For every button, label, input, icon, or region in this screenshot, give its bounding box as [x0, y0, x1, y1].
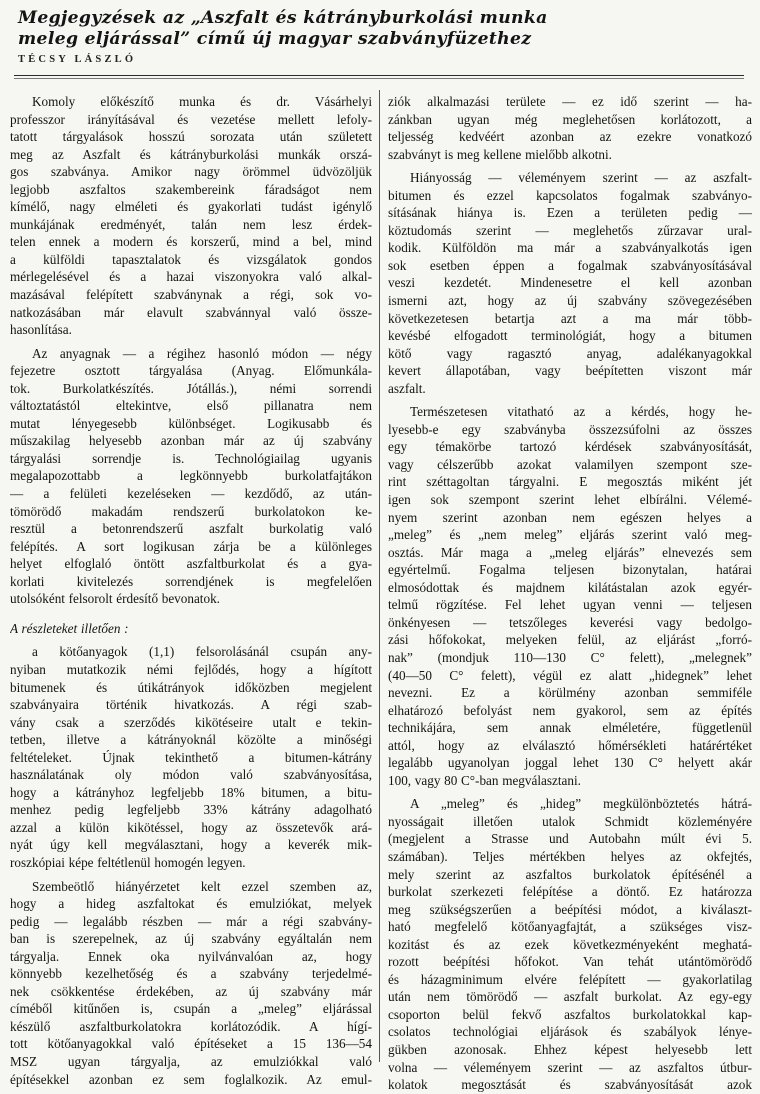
body-text-line: könnyebb kezelhetőség és a szabvány terjedelmé-	[10, 966, 372, 982]
body-text-line: roszkópiai képe feltétlenül homogén legyen.	[10, 854, 246, 870]
body-text-line: meg az Aszfalt és kátrányburkolási munkák orszá-	[10, 146, 372, 162]
body-text-line: tott kötőanyagokkal való építéseket a 15 136—54	[10, 1036, 372, 1052]
body-text-line: kevésbé elfogadott terminológiát, hogy a bitumen	[388, 328, 752, 344]
body-text-line: felépítés. A sort logikusan zárja be a különleges	[10, 538, 372, 554]
body-text-line: megalapozottabb a legkönnyebb burkolatfajtákon	[10, 468, 372, 484]
body-text-line: műszakilag helyesebb azonban már az új szabvány	[10, 433, 372, 449]
body-text-line: címéből kitűnően is, csupán a „meleg” eljárással	[10, 1001, 372, 1017]
right-text-column	[388, 93, 752, 1094]
body-text-line: nyát úgy kell megválasztani, hogy a keverék mik-	[10, 837, 372, 853]
body-text-line: osztás. Már maga a „meleg eljárás” elnevezés sem	[388, 544, 752, 560]
body-text-line: professzor irányításával és vezetése mellett lefoly-	[10, 111, 372, 127]
body-text-line: ziók alkalmazási területe — ez idő szerint — ha-	[388, 94, 752, 109]
article-title	[18, 8, 748, 50]
body-text-line: bitumenek és útikátrányok időközben megjelent	[10, 679, 372, 695]
body-text-line: önkényesen — tetszőleges keverési vagy bedolgo-	[388, 614, 752, 630]
body-text-line: rint széttagoltan tárgyalni. E megosztás miként jét	[388, 474, 752, 490]
header-rule-thin	[14, 78, 744, 79]
body-text-line: változtatástól eltekintve, első pillanatra nem	[10, 398, 372, 414]
body-text-line: volna — véleményem szerint — az aszfaltos útbur-	[388, 1059, 752, 1075]
body-text-line: kolatok megosztását és szabványosítását azok	[388, 1077, 752, 1093]
body-text-line: elhatározó befolyást nem gyakorol, sem az építés	[388, 702, 752, 718]
body-text-line: sításának hiánya is. Ezen a területen pedig —	[388, 205, 752, 221]
body-text-line: nek csökkentése érdekében, az új szabvány már	[10, 983, 372, 999]
body-text-line: hogy a hideg aszfaltokat és emulziókat, melyek	[10, 896, 372, 912]
body-text-line: a külföldi tapasztalatok és vizsgálatok gondos	[10, 251, 372, 267]
body-text-line: után nem tömörödő — aszfalt burkolat. Az egy-egy	[388, 989, 752, 1005]
body-text-line: Szembeötlő hiányérzetet kelt ezzel szemben az,	[32, 878, 372, 894]
body-text-line: kozitást és az ezek következményeként meghatá-	[388, 936, 752, 952]
body-text-line: mazásával felépített szabványnak a régi, sok vo-	[10, 287, 372, 303]
body-text-line: Komoly előkészítő munka és dr. Vásárhelyi	[32, 94, 372, 109]
section-subheading: A részleteket illetően :	[10, 620, 129, 636]
body-text-line: menhez pedig legfeljebb 33% kátrány adagolható	[10, 802, 372, 818]
body-text-line: vány csak a szerződés kikötéseire utalt e tekin-	[10, 714, 372, 730]
body-text-line: lyesebb-e egy szabványba összezsúfolni az összes	[388, 421, 752, 437]
column-divider	[379, 90, 380, 1062]
body-text-line: — a felületi kezeléseken — kezdődő, az után-	[10, 486, 372, 502]
body-text-line: kímélő, nagy elméleti és gyakorlati tudást igénylő	[10, 199, 372, 215]
body-text-line: kodik. Külföldön ma már a szabványalkotás igen	[388, 240, 752, 256]
body-text-line: Az anyagnak — a régihez hasonló módon — négy	[32, 345, 372, 361]
body-text-line: nevezni. Ez a körülmény azonban semmiféle	[388, 685, 752, 701]
body-text-line: gükben azonosak. Ehhez képest helyesebb lett	[388, 1041, 752, 1057]
body-text-line: rozott beépítési hőfokot. Van tehát utántömörödő	[388, 954, 752, 970]
body-text-line: vagy célszerűbb azokat valamilyen szempont sze-	[388, 456, 752, 472]
body-text-line: helyet elfoglaló öntött aszfaltburkolat és a gya-	[10, 556, 372, 572]
body-text-line: teljesség kedvéért azonban az ezekre vonatkozó	[388, 129, 752, 145]
article-title-line: meleg eljárással” című új magyar szabványfüzethez	[18, 29, 532, 49]
body-text-line: „meleg” és „nem meleg” eljárás szerint való meg-	[388, 527, 752, 543]
body-text-line: pedig — legalább részben — már a régi szabvány-	[10, 913, 372, 929]
body-text-line: ismerni azt, hogy az új szabvány szövegezésében	[388, 293, 752, 309]
body-text-line: ban is szerepelnek, az új szabvány egyáltalán nem	[10, 931, 372, 947]
body-text-line: és házagminimum elvére felépített — gyakorlatilag	[388, 971, 752, 987]
body-text-line: ható megfelelő kötőanyagfajtát, a szükséges visz-	[388, 919, 752, 935]
body-text-line: zási hőfokokat, melyeken felül, az eljárást „forró-	[388, 632, 752, 648]
body-text-line: (40—50 C° felett), végül ez alatt „hidegnek” lehet	[388, 667, 752, 683]
body-text-line: szabványt is meg kellene mielőbb alkotni.	[388, 146, 612, 162]
body-text-line: egyértelmű. Fogalma teljesen bizonytalan, határai	[388, 562, 752, 578]
body-text-line: mutat lényegesebb különbséget. Logikusabb és	[10, 415, 372, 431]
body-text-line: igen sok szempont szerint lehet elbírálni. Vélemé-	[388, 492, 752, 508]
body-text-line: technikájára, sem annak elméletére, függetlenül	[388, 720, 752, 736]
body-text-line: utolsóként felsorolt érdesítő bevonatok.	[10, 591, 220, 607]
body-text-line: használatának oly módon való szabványosítása,	[10, 767, 372, 783]
body-text-line: nyem szerint azonban nem egészen helyes a	[388, 509, 752, 525]
body-text-line: tömörödő makadám rendszerű burkolatokon ke-	[10, 503, 372, 519]
body-text-line: kötő vagy ragasztó anyag, adalékanyagokkal	[388, 345, 752, 361]
body-text-line: (megjelent a Strasse und Autobahn múlt évi 5.	[388, 831, 752, 847]
body-text-line: a kötőanyagok (1,1) felsorolásánál csupán any-	[32, 644, 372, 660]
body-text-line: elmosódottak és majdnem kilátástalan azok egyér-	[388, 579, 752, 595]
body-text-line: nyosságait illetően utalok Schmidt közleményére	[388, 813, 752, 829]
body-text-line: sok esetben éppen a fogalmak szabványosításával	[388, 257, 752, 273]
body-text-line: hogy a kátrányhoz legfeljebb 18% bitumen, a bitu-	[10, 784, 372, 800]
body-text-line: gos szabványa. Amikor nagy örömmel üdvözöljük	[10, 164, 372, 180]
body-text-line: azzal a külön kikötéssel, hogy az összetevők ará-	[10, 819, 372, 835]
body-text-line: csoporton belül fekvő aszfaltos burkolatokkal kap-	[388, 1006, 752, 1022]
body-text-line: bitumen és ezzel kapcsolatos fogalmak szabványo-	[388, 187, 752, 203]
body-text-line: A „meleg” és „hideg” megkülönböztetés hátrá-	[410, 796, 752, 812]
body-text-line: mérlegelésével és a hazai viszonyokra való alkal-	[10, 269, 372, 285]
body-text-line: egy témakörbe tartozó kérdések szabványosítását,	[388, 439, 752, 455]
body-text-line: legalább ugyanolyan joggal lehet 130 C° helyett akár	[388, 755, 752, 771]
body-text-line: munkájának eredményét, talán nem lesz érdek-	[10, 216, 372, 232]
body-text-line: zánkban ugyan még meglehetősen korlátozott, a	[388, 111, 752, 127]
body-text-line: burkolat szerkezeti felépítése a döntő. Ez határozza	[388, 884, 752, 900]
body-text-line: natkozásában már elavult szabvánnyal való össze-	[10, 304, 372, 320]
body-text-line: telmű rögzítése. Fel lehet ugyan venni — teljesen	[388, 597, 752, 613]
body-text-line: telen ennek a modern és korszerű, mind a bel, mind	[10, 234, 372, 250]
body-text-line: következetesen betartja azt a ma már több-	[388, 310, 752, 326]
body-text-line: nak” (mondjuk 110—130 C° felett), „melegnek”	[388, 649, 752, 665]
body-text-line: nyiban mutatkozik némi fejlődés, hogy a hígított	[10, 661, 372, 677]
body-text-line: szabványaira történik hivatkozás. A régi szab-	[10, 697, 372, 713]
body-text-line: tárgyalja. Ennek oka nyilvánvalóan az, hogy	[10, 948, 372, 964]
body-text-line: csolatos technológiai eljárások és szabályok lénye-	[388, 1024, 752, 1040]
header-rule	[14, 75, 744, 76]
body-text-line: tok. Burkolatkészítés. Jótállás.), némi sorrendi	[10, 380, 372, 396]
body-text-line: Hiányosság — véleményem szerint — az aszfalt-	[410, 170, 752, 186]
body-text-line: köztudomás szerint — meglehetős zűrzavar ural-	[388, 222, 752, 238]
body-text-line: 100, vagy 80 C°-ban megválasztani.	[388, 772, 581, 788]
body-text-line: meg szükségszerűen a beépítési módot, a kiválaszt-	[388, 901, 752, 917]
left-text-column	[10, 93, 372, 1088]
body-text-line: építésekkel azonban ez sem foglalkozik. Az emul-	[10, 1071, 372, 1087]
body-text-line: tárgyalási sorrendje is. Technológiailag ugyanis	[10, 450, 372, 466]
body-text-line: veszi kezdetét. Mindenesetre el kell azonban	[388, 275, 752, 291]
body-text-line: mely szerint az aszfaltos burkolatok építésénél a	[388, 866, 752, 882]
section-gap	[10, 608, 372, 620]
body-text-line: resztül a betonrendszerű aszfalt burkolatig való	[10, 521, 372, 537]
body-text-line: korlati kivitelezés sorrendjének is megfelelően	[10, 573, 372, 589]
body-text-line: MSZ ugyan tárgyalja, az emulziókkal való	[10, 1053, 372, 1069]
body-text-line: feltételeket. Újnak tekinthető a bitumen-kátrány	[10, 749, 372, 765]
body-text-line: hasonlítása.	[10, 322, 72, 338]
body-text-line: fejezetre osztott tárgyalása (Anyag. Előmunkála-	[10, 363, 372, 379]
body-text-line: attól, hogy az elválasztó hőmérsékleti határértéket	[388, 737, 752, 753]
body-text-line: aszfalt.	[388, 380, 426, 396]
body-text-line: legjobb aszfaltos szakembereink fáradságot nem	[10, 181, 372, 197]
article-author: TÉCSY LÁSZLÓ	[18, 54, 137, 65]
body-text-line: Természetesen vitatható az a kérdés, hogy he-	[410, 404, 752, 420]
body-text-line: tatott tárgyalások hosszú sorozata után született	[10, 129, 372, 145]
body-text-line: számában). Teljes mértékben helyes az okfejtés,	[388, 848, 752, 864]
article-title-line: Megjegyzések az „Aszfalt és kátrányburkolási munka	[18, 8, 548, 28]
body-text-line: készülő aszfaltburkolatokra korlátozódik. A hígí-	[10, 1018, 372, 1034]
body-text-line: kevert állapotában, vagy beépítetten viszont már	[388, 363, 752, 379]
body-text-line: tetben, illetve a kátrányoknál közölte a minőségi	[10, 732, 372, 748]
